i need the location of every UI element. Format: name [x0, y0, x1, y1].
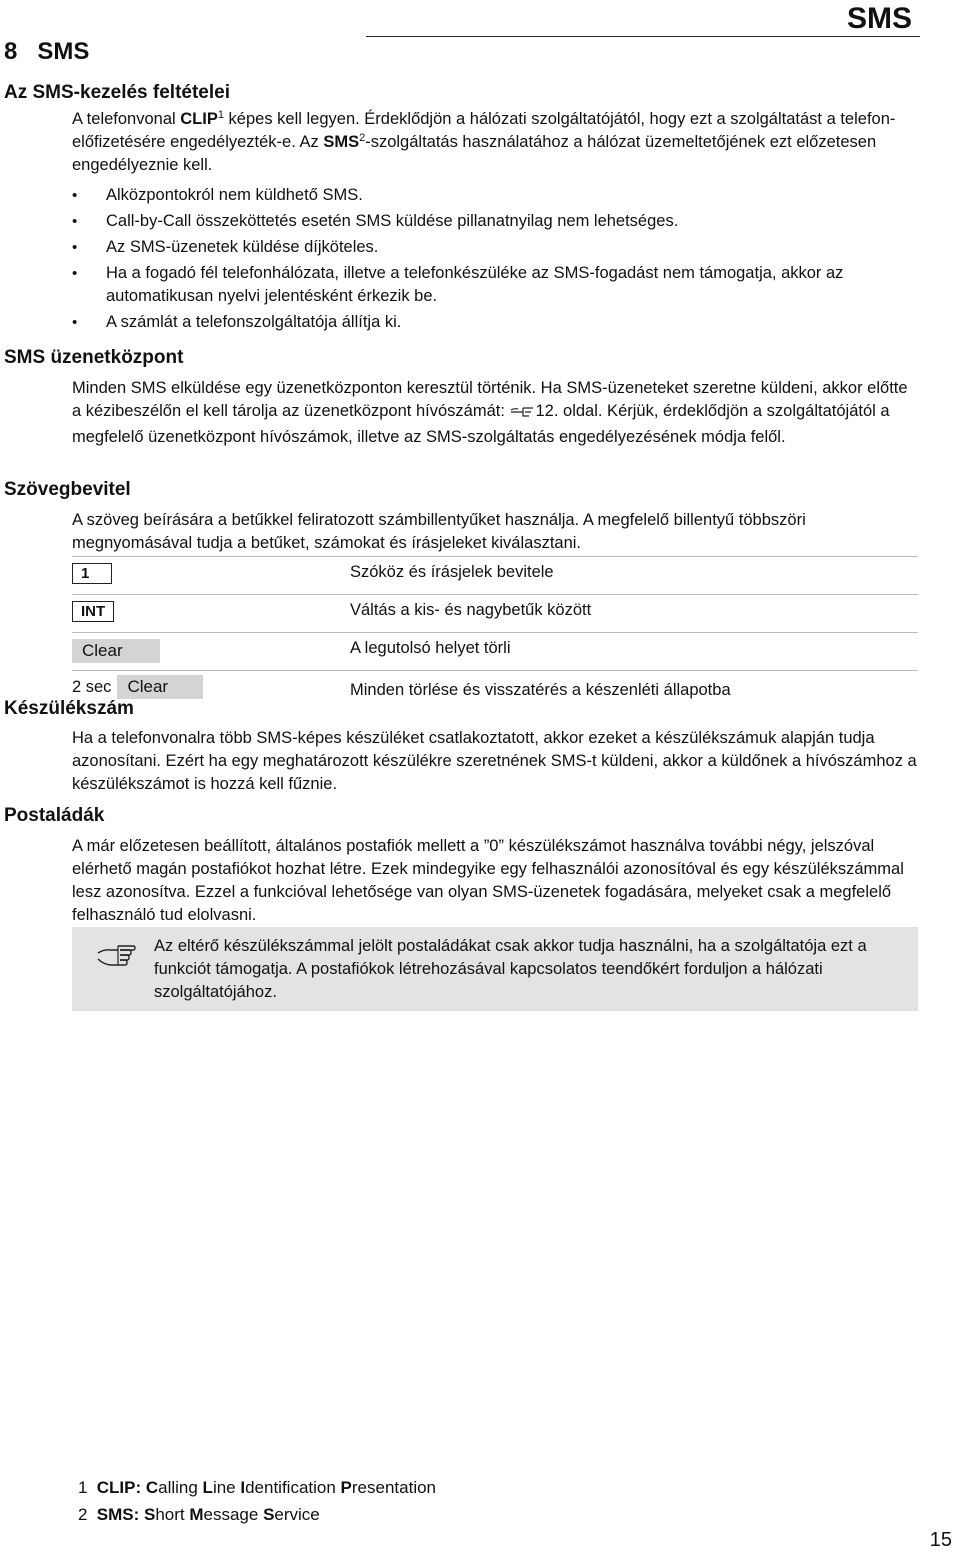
sms-center-paragraph: Minden SMS elküldése egy üzenetközponton keresztül történik. Ha SMS-üzeneteket szeretne küldeni, akkor előtte a kézibeszélőn el kell tárolja az üzenetközpont hívószámát: 12. oldal. Kérjük, érdeklődjön a szolgáltatójától a megfelelő üzenetközpont hívószámok, illetve az SMS-szolgáltatás engedélyezésének módja felől.: [72, 379, 908, 446]
footnotes: [78, 1474, 436, 1528]
list-item: • Ha a fogadó fél telefonhálózata, illetve a telefonkészüléke az SMS-fogadást nem támogatja, akkor az automatikusan nyelvi jelentésként érkezik be.: [72, 262, 920, 308]
list-item: • Alközpontokról nem küldhető SMS.: [72, 184, 920, 207]
section-heading-device-number: Készülékszám: [4, 698, 134, 719]
list-item: • A számlát a telefonszolgáltatója állítja ki.: [72, 311, 920, 334]
footnote: 1 CLIP: Calling Line Identification Presentation: [78, 1478, 437, 1497]
hold-duration-label: 2 sec: [72, 678, 112, 696]
footnote: 2 SMS: Short Message Service: [78, 1505, 320, 1524]
page-number: 15: [929, 1529, 952, 1551]
note-text: Az eltérő készülékszámmal jelölt postaládákat csak akkor tudja használni, ha a szolgáltatója ezt a funkciót támogatja. A postafiókok létrehozásával kapcsolatos teendőkért forduljon a hálózati szolgáltatójához.: [154, 937, 867, 1001]
key-1: 1: [72, 563, 112, 584]
running-header-title: SMS: [846, 2, 912, 35]
text-input-paragraph: A szöveg beírására a betűkkel feliratozott számbillentyűket használja. A megfelelő billentyű többszöri megnyomásával tudja a betűket, számokat és írásjeleket kiválasztani.: [72, 511, 806, 552]
key-int: INT: [72, 601, 114, 622]
key-description: Szóköz és írásjelek bevitele: [350, 563, 554, 581]
key-description: Váltás a kis- és nagybetűk között: [350, 601, 592, 619]
table-row: [72, 671, 918, 709]
mailboxes-paragraph: A már előzetesen beállított, általános postafiók mellett a ”0” készülékszámot használva további négy, jelszóval elérhető magán postafiókot hozhat létre. Ezek mindegyike egy felhasználói azonosítóval és egy készülékszámmal lesz azonosítva. Ezzel a funkcióval lehetősége van olyan SMS-üzenetek fogadására, melyeket csak a megfelelő felhasználó tud elolvasni.: [72, 837, 904, 924]
header-rule: [366, 36, 920, 37]
pointing-hand-icon: [510, 403, 536, 426]
list-item: • Call-by-Call összeköttetés esetén SMS küldése pillanatnyilag nem lehetséges.: [72, 210, 920, 233]
section-heading-conditions: Az SMS-kezelés feltételei: [4, 82, 230, 103]
conditions-paragraph: A telefonvonal CLIP$^1$ képes kell legyen. Érdeklődjön a hálózati szolgáltatójától, hogy ezt a szolgáltatást a telefon-előfizetésére engedélyezték-e. Az SMS$^2$-szolgáltatás használatához a hálózat üzemeltetőjének ezt előzetesen engedélyeznie kell.: [72, 109, 896, 174]
section-heading-mailboxes: Postaládák: [4, 805, 105, 826]
chapter-title: 8 SMS: [4, 38, 90, 65]
device-number-paragraph: Ha a telefonvonalra több SMS-képes készüléket csatlakoztatott, akkor ezeket a készülékszámuk alapján tudja azonosítani. Ezért ha egy meghatározott készülékre szeretnének SMS-t küldeni, akkor a küldőnek a hívószámhoz a készülékszámot is hozzá kell fűznie.: [72, 729, 917, 793]
key-description: A legutolsó helyet törli: [350, 639, 511, 657]
section-heading-text-input: Szövegbevitel: [4, 479, 131, 500]
pointing-hand-icon: [96, 941, 136, 972]
table-row: [72, 595, 918, 633]
page-reference-link[interactable]: 12. oldal: [535, 402, 598, 420]
key-function-table: [72, 556, 918, 709]
note-box: [72, 927, 918, 1011]
table-row: [72, 557, 918, 595]
table-row: [72, 633, 918, 671]
conditions-bullet-list: [72, 184, 920, 337]
softkey-clear: Clear: [72, 639, 160, 663]
list-item: • Az SMS-üzenetek küldése díjköteles.: [72, 236, 920, 259]
section-heading-sms-center: SMS üzenetközpont: [4, 347, 184, 368]
softkey-clear-long: Clear: [117, 675, 203, 699]
key-description: Minden törlése és visszatérés a készenléti állapotba: [350, 681, 731, 699]
